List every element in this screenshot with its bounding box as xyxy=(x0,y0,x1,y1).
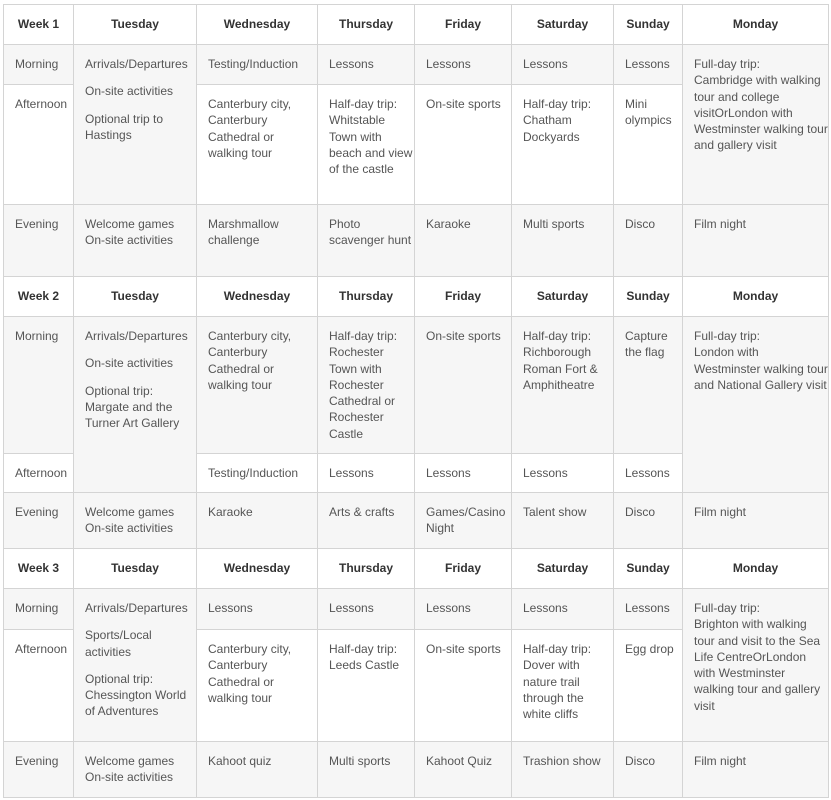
monday-trip-cell xyxy=(683,45,829,205)
day-header-saturday: Saturday xyxy=(512,277,614,317)
activity-cell: Disco xyxy=(614,493,683,549)
evening-activity: Welcome games xyxy=(85,505,175,519)
evening-activity: On-site activities xyxy=(85,770,174,785)
day-header-sunday: Sunday xyxy=(614,5,683,45)
tuesday-activity: Arrivals/Departures xyxy=(85,601,188,615)
activity-cell: Lessons xyxy=(614,589,683,630)
slot-label-afternoon: Afternoon xyxy=(4,85,74,205)
activity-cell: Canterbury city, Canterbury Cathedral or walking tour xyxy=(197,630,318,742)
activity-cell: On-site sports xyxy=(415,317,512,454)
day-header-wednesday: Wednesday xyxy=(197,549,318,589)
monday-trip-label: Full-day trip: xyxy=(694,329,761,343)
evening-row xyxy=(4,742,829,798)
activity-cell: Disco xyxy=(614,742,683,798)
activity-cell: Multi sports xyxy=(512,205,614,277)
evening-row xyxy=(4,493,829,549)
activity-cell: Lessons xyxy=(318,454,415,493)
tuesday-activities-cell xyxy=(74,317,197,493)
evening-row xyxy=(4,205,829,277)
activity-cell: Photo scavenger hunt xyxy=(318,205,415,277)
activity-cell: Capture the flag xyxy=(614,317,683,454)
activity-cell: Karaoke xyxy=(415,205,512,277)
activity-cell: Games/Casino Night xyxy=(415,493,512,549)
tuesday-evening-cell xyxy=(74,742,197,798)
day-header-monday: Monday xyxy=(683,277,829,317)
activity-cell: Multi sports xyxy=(318,742,415,798)
day-header-saturday: Saturday xyxy=(512,5,614,45)
week-label: Week 1 xyxy=(4,5,74,45)
activity-cell: Lessons xyxy=(512,589,614,630)
morning-row xyxy=(4,317,829,454)
monday-trip-label: Full-day trip: xyxy=(694,601,761,615)
slot-label-evening: Evening xyxy=(4,205,74,277)
activity-cell: Testing/Induction xyxy=(197,45,318,85)
monday-trip-detail: London with Westminster walking tour and National Gallery visit xyxy=(694,345,828,392)
tuesday-activities-cell xyxy=(74,589,197,742)
tuesday-activity: On-site activities xyxy=(85,84,174,99)
day-header-thursday: Thursday xyxy=(318,277,415,317)
tuesday-activity: On-site activities xyxy=(85,356,174,371)
day-header-friday: Friday xyxy=(415,277,512,317)
slot-label-evening: Evening xyxy=(4,742,74,798)
activity-cell: Karaoke xyxy=(197,493,318,549)
slot-label-morning: Morning xyxy=(4,317,74,454)
slot-label-morning: Morning xyxy=(4,589,74,630)
evening-activity: Welcome games xyxy=(85,754,175,768)
tuesday-evening-cell xyxy=(74,205,197,277)
evening-activity: On-site activities xyxy=(85,521,174,536)
week-header-row xyxy=(4,549,829,589)
activity-cell: Marshmallow challenge xyxy=(197,205,318,277)
activity-cell: Talent show xyxy=(512,493,614,549)
day-header-tuesday: Tuesday xyxy=(74,549,197,589)
activity-cell: Film night xyxy=(683,493,829,549)
day-header-friday: Friday xyxy=(415,5,512,45)
tuesday-activity: Sports/Local activities xyxy=(85,628,152,659)
tuesday-activity: Arrivals/Departures xyxy=(85,57,188,71)
activity-cell: Lessons xyxy=(415,454,512,493)
monday-trip-cell xyxy=(683,317,829,493)
activity-cell: On-site sports xyxy=(415,630,512,742)
day-header-thursday: Thursday xyxy=(318,549,415,589)
monday-trip-detail: Brighton with walking tour and visit to the Sea Life CentreOrLondon with Westminster walking tour and gallery visit xyxy=(694,617,821,713)
day-header-tuesday: Tuesday xyxy=(74,277,197,317)
activity-cell: Lessons xyxy=(614,454,683,493)
morning-row xyxy=(4,589,829,630)
evening-activity: On-site activities xyxy=(85,233,174,248)
tuesday-activity: Arrivals/Departures xyxy=(85,329,188,343)
tuesday-evening-cell xyxy=(74,493,197,549)
week-header-row xyxy=(4,277,829,317)
activity-cell: Half-day trip: Richborough Roman Fort & Amphitheatre xyxy=(512,317,614,454)
activity-cell: Kahoot quiz xyxy=(197,742,318,798)
activity-cell: Lessons xyxy=(197,589,318,630)
activity-cell: Lessons xyxy=(512,454,614,493)
day-header-sunday: Sunday xyxy=(614,277,683,317)
week-label: Week 3 xyxy=(4,549,74,589)
activity-cell: Mini olympics xyxy=(614,85,683,205)
activity-cell: Half-day trip: Dover with nature trail through the white cliffs xyxy=(512,630,614,742)
day-header-sunday: Sunday xyxy=(614,549,683,589)
activity-cell: Lessons xyxy=(318,589,415,630)
activity-cell: Lessons xyxy=(614,45,683,85)
monday-trip-detail: Cambridge with walking tour and college visitOrLondon with Westminster walking tour and gallery visit xyxy=(694,73,828,153)
activity-cell: Half-day trip: Whitstable Town with beach and view of the castle xyxy=(318,85,415,205)
activity-cell: Arts & crafts xyxy=(318,493,415,549)
slot-label-morning: Morning xyxy=(4,45,74,85)
activity-cell: Half-day trip: Leeds Castle xyxy=(318,630,415,742)
monday-trip-cell xyxy=(683,589,829,742)
evening-activity: Welcome games xyxy=(85,217,175,231)
day-header-wednesday: Wednesday xyxy=(197,277,318,317)
tuesday-activity: Optional trip: Chessington World of Adventures xyxy=(85,671,187,719)
tuesday-activity: Optional trip to Hastings xyxy=(85,111,164,142)
activity-cell: Lessons xyxy=(512,45,614,85)
activity-cell: Lessons xyxy=(318,45,415,85)
day-header-thursday: Thursday xyxy=(318,5,415,45)
activity-cell: Canterbury city, Canterbury Cathedral or walking tour xyxy=(197,317,318,454)
day-header-monday: Monday xyxy=(683,549,829,589)
morning-row xyxy=(4,45,829,85)
activity-cell: Canterbury city, Canterbury Cathedral or walking tour xyxy=(197,85,318,205)
day-header-saturday: Saturday xyxy=(512,549,614,589)
week-label: Week 2 xyxy=(4,277,74,317)
tuesday-activities-cell xyxy=(74,45,197,205)
tuesday-activity: Optional trip: Margate and the Turner Art Gallery xyxy=(85,383,180,431)
weekly-schedule-table xyxy=(3,4,829,798)
activity-cell: Lessons xyxy=(415,45,512,85)
activity-cell: Egg drop xyxy=(614,630,683,742)
slot-label-evening: Evening xyxy=(4,493,74,549)
activity-cell: Lessons xyxy=(415,589,512,630)
activity-cell: Half-day trip: Chatham Dockyards xyxy=(512,85,614,205)
slot-label-afternoon: Afternoon xyxy=(4,630,74,742)
activity-cell: Film night xyxy=(683,742,829,798)
activity-cell: Kahoot Quiz xyxy=(415,742,512,798)
day-header-tuesday: Tuesday xyxy=(74,5,197,45)
activity-cell: On-site sports xyxy=(415,85,512,205)
slot-label-afternoon: Afternoon xyxy=(4,454,74,493)
activity-cell: Half-day trip: Rochester Town with Rochester Cathedral or Rochester Castle xyxy=(318,317,415,454)
monday-trip-label: Full-day trip: xyxy=(694,57,761,71)
activity-cell: Film night xyxy=(683,205,829,277)
activity-cell: Testing/Induction xyxy=(197,454,318,493)
day-header-monday: Monday xyxy=(683,5,829,45)
day-header-wednesday: Wednesday xyxy=(197,5,318,45)
day-header-friday: Friday xyxy=(415,549,512,589)
activity-cell: Disco xyxy=(614,205,683,277)
week-header-row xyxy=(4,5,829,45)
activity-cell: Trashion show xyxy=(512,742,614,798)
